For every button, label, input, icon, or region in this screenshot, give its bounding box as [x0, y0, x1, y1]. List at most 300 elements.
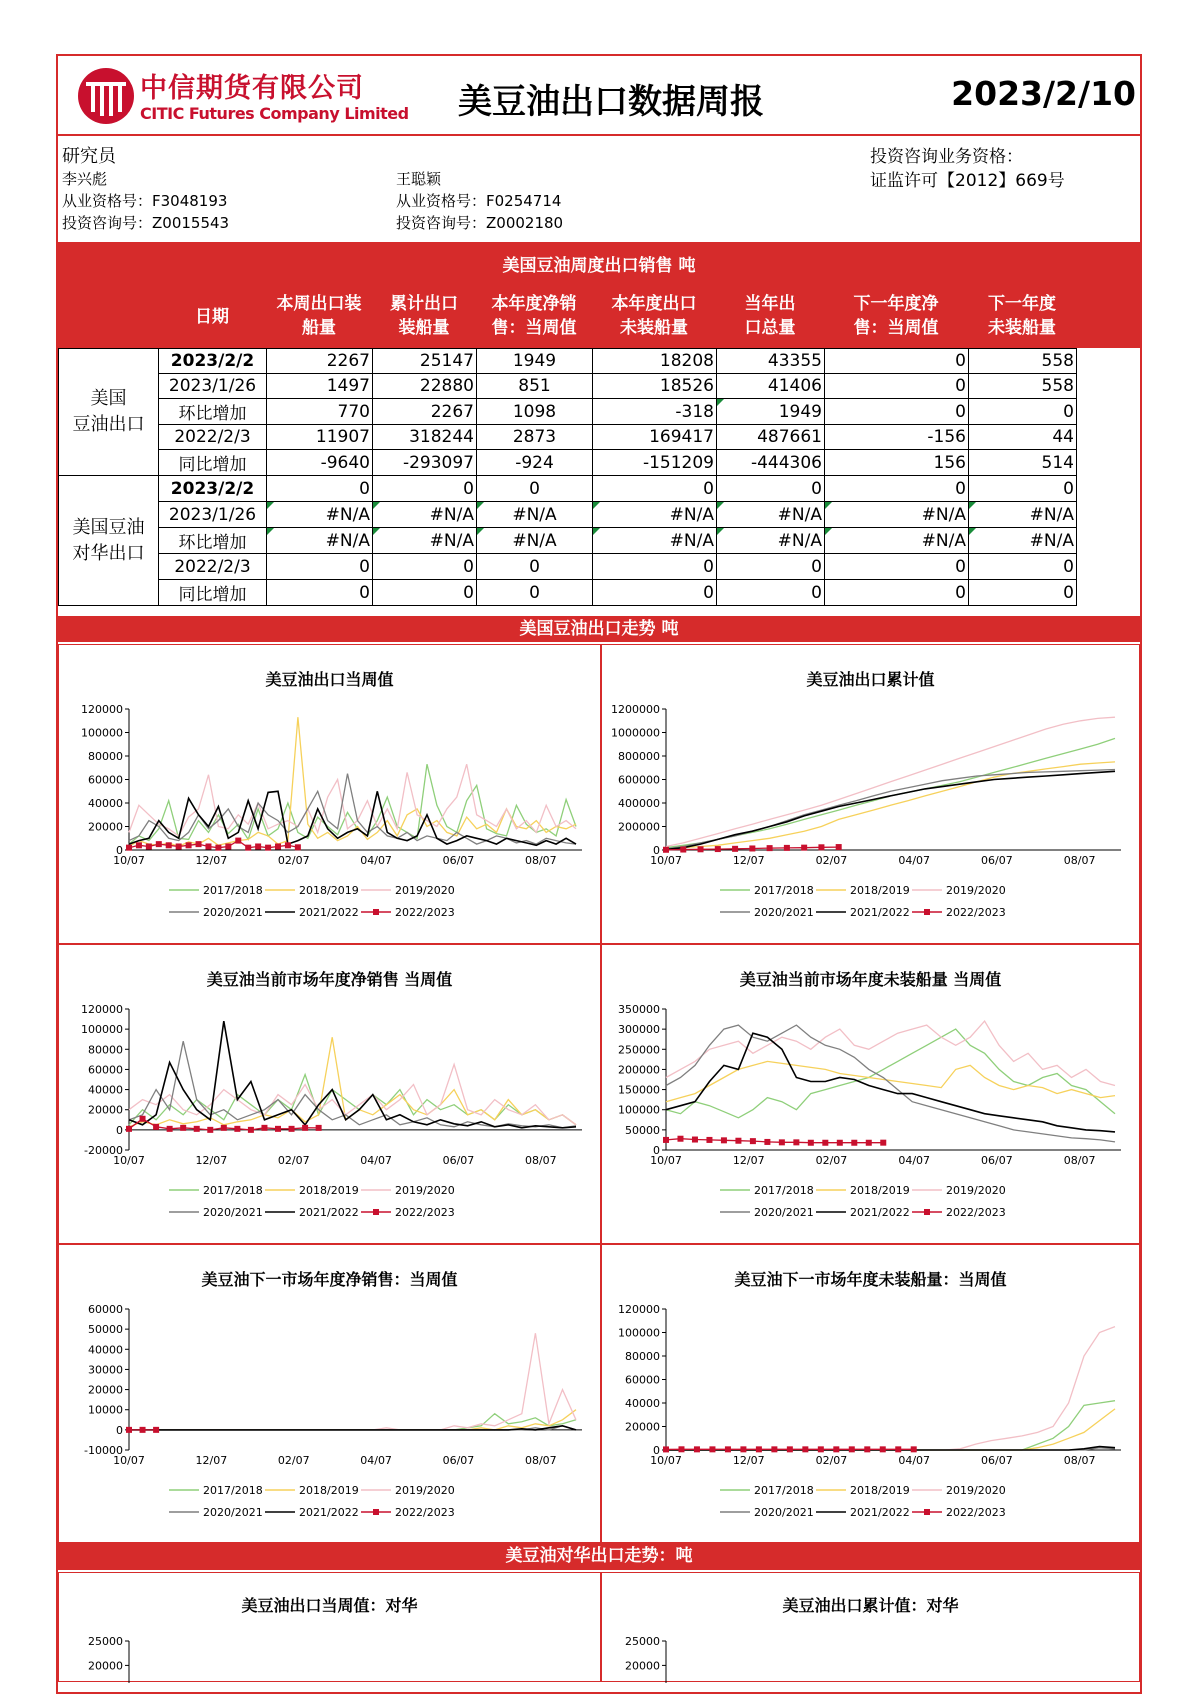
- table-cell: #N/A: [373, 528, 477, 554]
- x-tick-label: 04/07: [898, 1454, 930, 1467]
- group-label-line: 对华出口: [61, 541, 156, 567]
- series-marker: [787, 1446, 793, 1452]
- chart-panel-6: [58, 1572, 601, 1682]
- table-cell: 558: [969, 374, 1077, 399]
- table-cell: #N/A: [477, 502, 593, 528]
- table-row: [59, 349, 1077, 374]
- series-line-5: [666, 1139, 883, 1143]
- col-header-line: 本周出口装: [266, 292, 372, 316]
- x-tick-label: 06/07: [443, 1154, 475, 1167]
- y-tick-label: 300000: [618, 1023, 660, 1036]
- series-marker: [167, 1126, 173, 1132]
- col-header-line: 售：当周值: [476, 316, 592, 340]
- series-marker: [822, 1140, 828, 1146]
- col-header-line: 未装船量: [968, 316, 1076, 340]
- table-cell: -444306: [717, 450, 825, 476]
- report-header: [58, 56, 1140, 136]
- series-marker: [146, 843, 152, 849]
- table-cell: -9640: [267, 450, 373, 476]
- legend-label: 2017/2018: [754, 884, 814, 897]
- col-header-line: 当年出: [716, 292, 824, 316]
- series-line-2: [129, 1333, 576, 1430]
- company-name-cn: 中信期货有限公司: [140, 66, 364, 105]
- col-header-1: [266, 292, 372, 340]
- legend-label: 2021/2022: [850, 1506, 910, 1519]
- y-tick-label: 0: [653, 1444, 660, 1457]
- y-tick-label: 50000: [625, 1124, 660, 1137]
- x-tick-label: 04/07: [360, 854, 392, 867]
- table-cell: 22880: [373, 374, 477, 399]
- x-tick-label: 10/07: [650, 1454, 682, 1467]
- chart-panel-0: [58, 644, 601, 944]
- series-marker: [749, 845, 755, 851]
- series-marker: [764, 1139, 770, 1145]
- table-cell: #N/A: [717, 502, 825, 528]
- legend-label: 2018/2019: [850, 1484, 910, 1497]
- table-row: [59, 528, 1077, 554]
- x-tick-label: 02/07: [816, 854, 848, 867]
- chart-panel-2: [58, 944, 601, 1244]
- y-tick-label: 0: [116, 844, 123, 857]
- legend-label: 2017/2018: [754, 1484, 814, 1497]
- table-row: [59, 450, 1077, 476]
- y-tick-label: 80000: [88, 1043, 123, 1056]
- x-tick-label: 08/07: [525, 1154, 557, 1167]
- col-header-line: 本年度净销: [476, 292, 592, 316]
- series-marker: [225, 843, 231, 849]
- table-cell: 0: [717, 476, 825, 502]
- series-marker: [215, 845, 221, 851]
- company-name-en: CITIC Futures Company Limited: [140, 104, 409, 123]
- table-cell: 169417: [593, 425, 717, 450]
- x-tick-label: 10/07: [113, 854, 145, 867]
- researcher-1-name: 李兴彪: [62, 168, 107, 189]
- x-tick-label: 02/07: [278, 1154, 310, 1167]
- col-header-line: 售：当周值: [824, 316, 968, 340]
- series-marker: [802, 1446, 808, 1452]
- table-cell: 41406: [717, 374, 825, 399]
- series-marker: [750, 1138, 756, 1144]
- legend-marker: [373, 1209, 379, 1215]
- legend-label: 2017/2018: [203, 884, 263, 897]
- chart-title: 美豆油下一市场年度净销售：当周值: [59, 1267, 600, 1290]
- chart-svg: [59, 1573, 602, 1683]
- series-marker: [663, 847, 669, 853]
- y-tick-label: 0: [653, 844, 660, 857]
- col-header-line: 日期: [158, 305, 266, 329]
- series-marker: [837, 1140, 843, 1146]
- series-marker: [864, 1446, 870, 1452]
- series-line-0: [666, 738, 1115, 847]
- legend-label: 2021/2022: [299, 1206, 359, 1219]
- x-tick-label: 06/07: [443, 854, 475, 867]
- x-tick-label: 10/07: [650, 1154, 682, 1167]
- table-cell: #N/A: [593, 502, 717, 528]
- chart-svg: [602, 645, 1141, 945]
- series-marker: [709, 1446, 715, 1452]
- chart-title: 美豆油下一市场年度未装船量：当周值: [602, 1267, 1139, 1290]
- y-tick-label: 60000: [88, 1063, 123, 1076]
- y-tick-label: 1200000: [611, 703, 660, 716]
- y-tick-label: -20000: [84, 1144, 123, 1157]
- table-cell: 558: [969, 349, 1077, 374]
- col-header-7: [968, 292, 1076, 340]
- y-tick-label: 60000: [625, 1374, 660, 1387]
- series-marker: [767, 845, 773, 851]
- legend-label: 2019/2020: [946, 1184, 1006, 1197]
- legend-label: 2019/2020: [395, 1184, 455, 1197]
- series-marker: [265, 845, 271, 851]
- table-row: [59, 399, 1077, 425]
- series-line-2: [666, 717, 1115, 846]
- table-row: [59, 554, 1077, 580]
- chart-svg: [602, 1245, 1141, 1545]
- table-row: [59, 580, 1077, 606]
- legend-marker: [924, 1509, 930, 1515]
- researcher-1-qual: 从业资格号：F3048193: [62, 190, 227, 211]
- table-cell: 1949: [717, 399, 825, 425]
- table-cell: 1949: [477, 349, 593, 374]
- y-tick-label: 20000: [88, 1104, 123, 1117]
- y-tick-label: 40000: [88, 797, 123, 810]
- row-date: 2023/1/26: [159, 502, 267, 528]
- china-export-section-title: 美豆油对华出口走势：吨: [58, 1542, 1140, 1570]
- table-cell: 0: [717, 554, 825, 580]
- table-cell: #N/A: [477, 528, 593, 554]
- legend-label: 2022/2023: [946, 906, 1006, 919]
- legend-label: 2018/2019: [299, 1484, 359, 1497]
- x-tick-label: 08/07: [1064, 854, 1096, 867]
- series-marker: [851, 1140, 857, 1146]
- table-cell: #N/A: [593, 528, 717, 554]
- group-label: [59, 476, 159, 606]
- series-marker: [849, 1446, 855, 1452]
- series-line-1: [129, 1037, 576, 1127]
- series-marker: [808, 1140, 814, 1146]
- legend-label: 2020/2021: [754, 1506, 814, 1519]
- table-cell: 44: [969, 425, 1077, 450]
- chart-title: 美豆油出口累计值: [602, 667, 1139, 690]
- group-label-line: 美国豆油: [61, 515, 156, 541]
- x-tick-label: 06/07: [981, 854, 1013, 867]
- y-tick-label: 60000: [88, 1303, 123, 1316]
- x-tick-label: 08/07: [1064, 1454, 1096, 1467]
- group-label: [59, 349, 159, 476]
- series-marker: [663, 1446, 669, 1452]
- series-marker: [818, 1446, 824, 1452]
- chart-svg: [602, 945, 1141, 1245]
- legend-label: 2017/2018: [203, 1484, 263, 1497]
- series-marker: [126, 845, 132, 851]
- legend-label: 2020/2021: [754, 906, 814, 919]
- table-row: [59, 476, 1077, 502]
- series-marker: [180, 1125, 186, 1131]
- series-marker: [235, 838, 241, 844]
- series-marker: [295, 844, 301, 850]
- y-tick-label: 100000: [81, 727, 123, 740]
- series-marker: [779, 1139, 785, 1145]
- y-tick-label: 10000: [88, 1404, 123, 1417]
- series-marker: [694, 1446, 700, 1452]
- y-tick-label: 0: [653, 1144, 660, 1157]
- series-line-0: [129, 1414, 576, 1430]
- series-marker: [140, 1427, 146, 1433]
- table-cell: 43355: [717, 349, 825, 374]
- table-cell: 0: [717, 580, 825, 606]
- legend-label: 2017/2018: [203, 1184, 263, 1197]
- series-marker: [126, 1427, 132, 1433]
- series-marker: [678, 1446, 684, 1452]
- chart-title: 美豆油出口当周值：对华: [59, 1593, 600, 1616]
- y-tick-label: 20000: [88, 1659, 123, 1672]
- col-header-6: [824, 292, 968, 340]
- legend-label: 2021/2022: [299, 1506, 359, 1519]
- series-marker: [196, 841, 202, 847]
- legend-label: 2020/2021: [754, 1206, 814, 1219]
- x-tick-label: 02/07: [816, 1154, 848, 1167]
- series-marker: [275, 1126, 281, 1132]
- table-cell: #N/A: [267, 502, 373, 528]
- legend-label: 2018/2019: [850, 1184, 910, 1197]
- y-tick-label: 60000: [88, 774, 123, 787]
- series-marker: [677, 1136, 683, 1142]
- report-frame: [56, 54, 1142, 1694]
- series-marker: [275, 843, 281, 849]
- series-marker: [771, 1446, 777, 1452]
- legend-label: 2019/2020: [946, 884, 1006, 897]
- researcher-2-consult: 投资咨询号：Z0002180: [396, 212, 563, 233]
- legend-label: 2022/2023: [946, 1506, 1006, 1519]
- table-cell: -318: [593, 399, 717, 425]
- legend-label: 2021/2022: [850, 906, 910, 919]
- col-header-line: 下一年度: [968, 292, 1076, 316]
- series-marker: [302, 1125, 308, 1131]
- y-tick-label: 200000: [618, 1063, 660, 1076]
- table-cell: 0: [593, 476, 717, 502]
- table-cell: 0: [825, 374, 969, 399]
- series-line-0: [666, 1401, 1115, 1450]
- series-line-2: [666, 1327, 1115, 1450]
- legend-label: 2018/2019: [299, 1184, 359, 1197]
- y-tick-label: 800000: [618, 750, 660, 763]
- table-cell: 770: [267, 399, 373, 425]
- x-tick-label: 08/07: [525, 1454, 557, 1467]
- table-cell: #N/A: [969, 528, 1077, 554]
- table-cell: 0: [825, 399, 969, 425]
- series-marker: [663, 1137, 669, 1143]
- series-marker: [793, 1139, 799, 1145]
- series-marker: [289, 1126, 295, 1132]
- table-cell: 0: [373, 554, 477, 580]
- series-line-4: [129, 1021, 576, 1128]
- legend-marker: [373, 1509, 379, 1515]
- legend-label: 2022/2023: [395, 1506, 455, 1519]
- series-marker: [205, 843, 211, 849]
- chart-title: 美豆油出口累计值：对华: [602, 1593, 1139, 1616]
- license-label: 投资咨询业务资格：: [870, 142, 1023, 167]
- series-marker: [818, 844, 824, 850]
- chart-title: 美豆油出口当周值: [59, 667, 600, 690]
- table-cell: 0: [969, 399, 1077, 425]
- table-section-title: 美国豆油周度出口销售 吨: [58, 242, 1140, 288]
- y-tick-label: -10000: [84, 1444, 123, 1457]
- x-tick-label: 02/07: [816, 1454, 848, 1467]
- series-marker: [680, 847, 686, 853]
- x-tick-label: 02/07: [278, 854, 310, 867]
- x-tick-label: 06/07: [443, 1454, 475, 1467]
- series-marker: [836, 844, 842, 850]
- x-tick-label: 04/07: [360, 1454, 392, 1467]
- researchers-label: 研究员: [62, 142, 116, 168]
- series-marker: [706, 1137, 712, 1143]
- series-marker: [186, 842, 192, 848]
- y-tick-label: 25000: [88, 1635, 123, 1648]
- table-cell: 0: [825, 349, 969, 374]
- col-header-line: 本年度出口: [592, 292, 716, 316]
- y-tick-label: 100000: [618, 1327, 660, 1340]
- table-cell: #N/A: [969, 502, 1077, 528]
- table-cell: 0: [825, 554, 969, 580]
- series-marker: [692, 1137, 698, 1143]
- series-line-0: [129, 764, 576, 844]
- legend-label: 2022/2023: [946, 1206, 1006, 1219]
- y-tick-label: 100000: [618, 1104, 660, 1117]
- x-tick-label: 12/07: [196, 1454, 228, 1467]
- series-line-1: [666, 1409, 1115, 1450]
- x-tick-label: 12/07: [196, 1154, 228, 1167]
- group-label-line: 美国: [61, 386, 156, 412]
- table-cell: 0: [373, 580, 477, 606]
- col-header-line: 装船量: [372, 316, 476, 340]
- series-marker: [316, 1125, 322, 1131]
- export-sales-table: [58, 348, 1077, 606]
- series-marker: [136, 842, 142, 848]
- y-tick-label: 1000000: [611, 727, 660, 740]
- series-line-3: [129, 774, 576, 845]
- col-header-line: 口总量: [716, 316, 824, 340]
- legend-label: 2019/2020: [395, 1484, 455, 1497]
- y-tick-label: 40000: [625, 1397, 660, 1410]
- researcher-2-qual: 从业资格号：F0254714: [396, 190, 561, 211]
- table-cell: 0: [593, 580, 717, 606]
- table-cell: 514: [969, 450, 1077, 476]
- series-marker: [732, 846, 738, 852]
- chart-title: 美豆油当前市场年度净销售 当周值: [59, 967, 600, 990]
- y-tick-label: 120000: [81, 1003, 123, 1016]
- series-marker: [911, 1446, 917, 1452]
- chart-panel-5: [601, 1244, 1140, 1544]
- table-cell: 1098: [477, 399, 593, 425]
- table-cell: 0: [969, 476, 1077, 502]
- col-header-3: [476, 292, 592, 340]
- series-marker: [234, 1126, 240, 1132]
- row-date: 环比增加: [159, 528, 267, 554]
- series-marker: [153, 1124, 159, 1130]
- legend-label: 2020/2021: [203, 906, 263, 919]
- series-marker: [880, 1446, 886, 1452]
- y-tick-label: 250000: [618, 1043, 660, 1056]
- table-cell: 487661: [717, 425, 825, 450]
- legend-label: 2019/2020: [946, 1484, 1006, 1497]
- chart-panel-1: [601, 644, 1140, 944]
- series-marker: [285, 842, 291, 848]
- col-header-line: 累计出口: [372, 292, 476, 316]
- series-marker: [245, 845, 251, 851]
- row-date: 2023/2/2: [159, 349, 267, 374]
- group-label-line: 豆油出口: [61, 412, 156, 438]
- x-tick-label: 04/07: [898, 854, 930, 867]
- x-tick-label: 12/07: [196, 854, 228, 867]
- legend-marker: [924, 909, 930, 915]
- chart-panel-4: [58, 1244, 601, 1544]
- y-tick-label: 0: [116, 1124, 123, 1137]
- x-tick-label: 08/07: [1064, 1154, 1096, 1167]
- y-tick-label: 40000: [88, 1084, 123, 1097]
- series-marker: [126, 1126, 132, 1132]
- col-header-2: [372, 292, 476, 340]
- row-date: 2023/1/26: [159, 374, 267, 399]
- series-marker: [866, 1140, 872, 1146]
- researcher-1-consult: 投资咨询号：Z0015543: [62, 212, 229, 233]
- col-header-4: [592, 292, 716, 340]
- row-date: 环比增加: [159, 399, 267, 425]
- row-date: 2023/2/2: [159, 476, 267, 502]
- table-cell: #N/A: [825, 502, 969, 528]
- table-cell: 0: [373, 476, 477, 502]
- table-row: [59, 425, 1077, 450]
- citic-logo-icon: [76, 66, 136, 126]
- x-tick-label: 08/07: [525, 854, 557, 867]
- y-tick-label: 120000: [81, 703, 123, 716]
- legend-label: 2019/2020: [395, 884, 455, 897]
- col-header-line: 船量: [266, 316, 372, 340]
- series-marker: [725, 1446, 731, 1452]
- series-marker: [207, 1127, 213, 1133]
- table-cell: 2267: [373, 399, 477, 425]
- y-tick-label: 50000: [88, 1323, 123, 1336]
- chart-svg: [59, 645, 602, 945]
- legend-label: 2022/2023: [395, 1206, 455, 1219]
- table-cell: 851: [477, 374, 593, 399]
- x-tick-label: 12/07: [733, 1454, 765, 1467]
- legend-label: 2018/2019: [299, 884, 359, 897]
- series-marker: [140, 1116, 146, 1122]
- series-marker: [261, 1125, 267, 1131]
- researchers-block: [58, 136, 1140, 242]
- series-marker: [784, 845, 790, 851]
- y-tick-label: 30000: [88, 1363, 123, 1376]
- report-date: 2023/2/10: [951, 74, 1136, 113]
- y-tick-label: 40000: [88, 1343, 123, 1356]
- x-tick-label: 10/07: [650, 854, 682, 867]
- series-marker: [801, 845, 807, 851]
- table-cell: 0: [825, 580, 969, 606]
- table-cell: -924: [477, 450, 593, 476]
- chart-svg: [602, 1573, 1141, 1683]
- col-header-5: [716, 292, 824, 340]
- y-tick-label: 100000: [81, 1023, 123, 1036]
- col-header-0: [158, 305, 266, 329]
- x-tick-label: 06/07: [981, 1454, 1013, 1467]
- legend-label: 2021/2022: [850, 1206, 910, 1219]
- series-marker: [756, 1446, 762, 1452]
- table-cell: #N/A: [373, 502, 477, 528]
- table-row: [59, 374, 1077, 399]
- x-tick-label: 04/07: [898, 1154, 930, 1167]
- x-tick-label: 12/07: [733, 1154, 765, 1167]
- series-marker: [715, 846, 721, 852]
- y-tick-label: 20000: [88, 821, 123, 834]
